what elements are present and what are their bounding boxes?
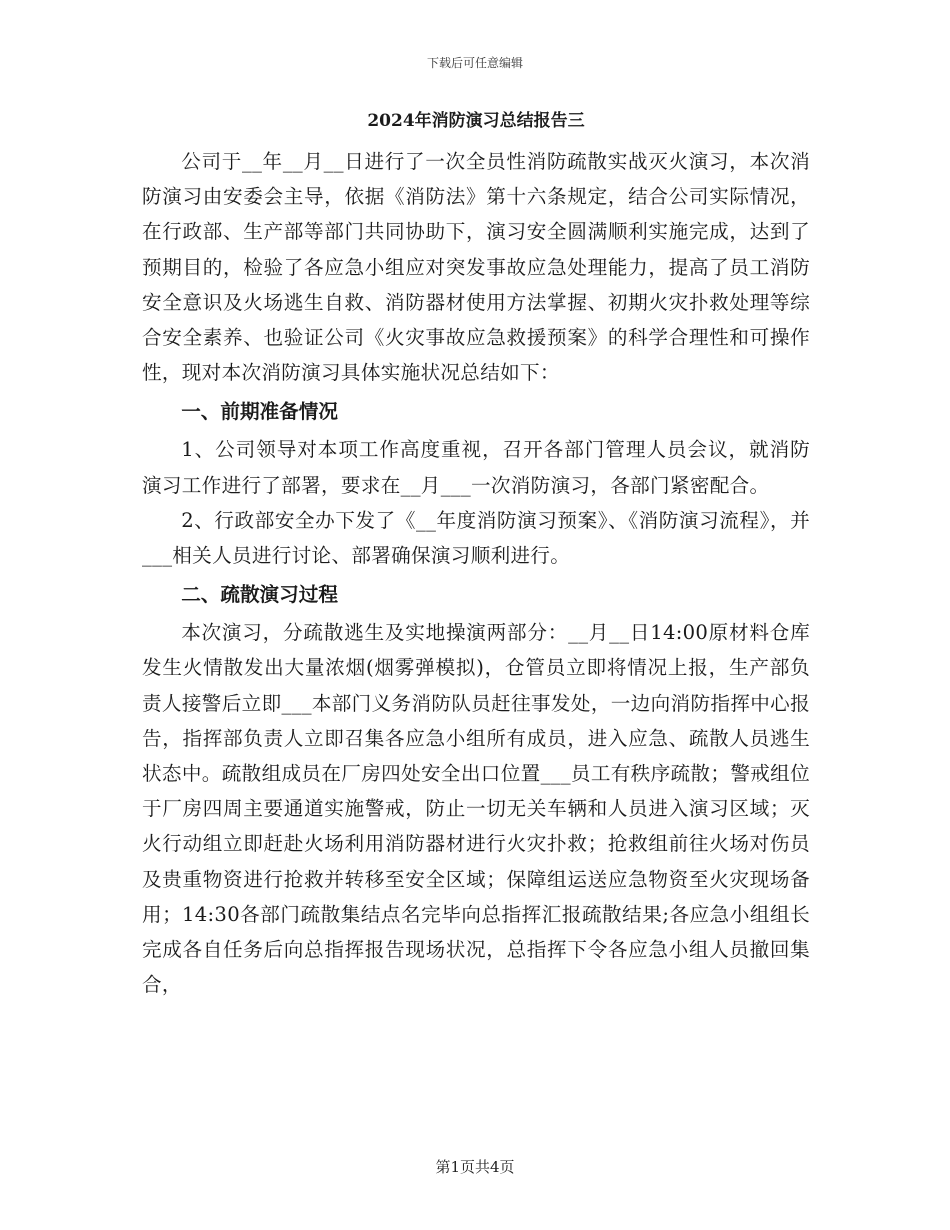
evacuation-paragraph: 本次演习，分疏散逃生及实地操演两部分：__月__日14:00原材料仓库发生火情散发出大量浓烟(烟雾弹模拟)，仓管员立即将情况上报，生产部负责人接警后立即___本部门义务消防队员赶往事发处，一边向消防指挥中心报告，指挥部负责人立即召集各应急小组所有成员，进入应急、疏散人员逃生状态中。疏散组成员在厂房四处安全出口位置___员工有秩序疏散；警戒组位于厂房四周主要通道实施警戒，防止一切无关车辆和人员进入演习区域；灭火行动组立即赶赴火场利用消防器材进行火灾扑救；抢救组前往火场对伤员及贵重物资进行抢救并转移至安全区域；保障组运送应急物资至火灾现场备用；14:30各部门疏散集结点名完毕向总指挥汇报疏散结果;各应急小组组长完成各自任务后向总指挥报告现场状况，总指挥下令各应急小组人员撤回集合， — [142, 621, 810, 997]
intro-paragraph: 公司于__年__月__日进行了一次全员性消防疏散实战灭火演习，本次消防演习由安委会主导，依据《消防法》第十六条规定，结合公司实际情况，在行政部、生产部等部门共同协助下，演习安全圆满顺利实施完成，达到了预期目的，检验了各应急小组应对突发事故应急处理能力，提高了员工消防安全意识及火场逃生自救、消防器材使用方法掌握、初期火灾扑救处理等综合安全素养、也验证公司《火灾事故应急救援预案》的科学合理性和可操作性，现对本次消防演习具体实施状况总结如下： — [142, 150, 810, 385]
page-number: 第1页共4页 — [435, 1158, 515, 1176]
section-heading-evacuation: 二、疏散演习过程 — [181, 583, 338, 607]
document-title: 2024年消防演习总结报告三 — [367, 111, 585, 131]
header-note: 下载后可任意编辑 — [426, 56, 523, 70]
preparation-item-1: 1、公司领导对本项工作高度重视，召开各部门管理人员会议，就消防演习工作进行了部署，要求在__月___一次消防演习，各部门紧密配合。 — [142, 438, 810, 497]
section-heading-preparation: 一、前期准备情况 — [181, 400, 338, 424]
preparation-item-2: 2、行政部安全办下发了《__年度消防演习预案》、《消防演习流程》，并___相关人员进行讨论、部署确保演习顺利进行。 — [142, 508, 810, 568]
document-body — [142, 108, 810, 1002]
